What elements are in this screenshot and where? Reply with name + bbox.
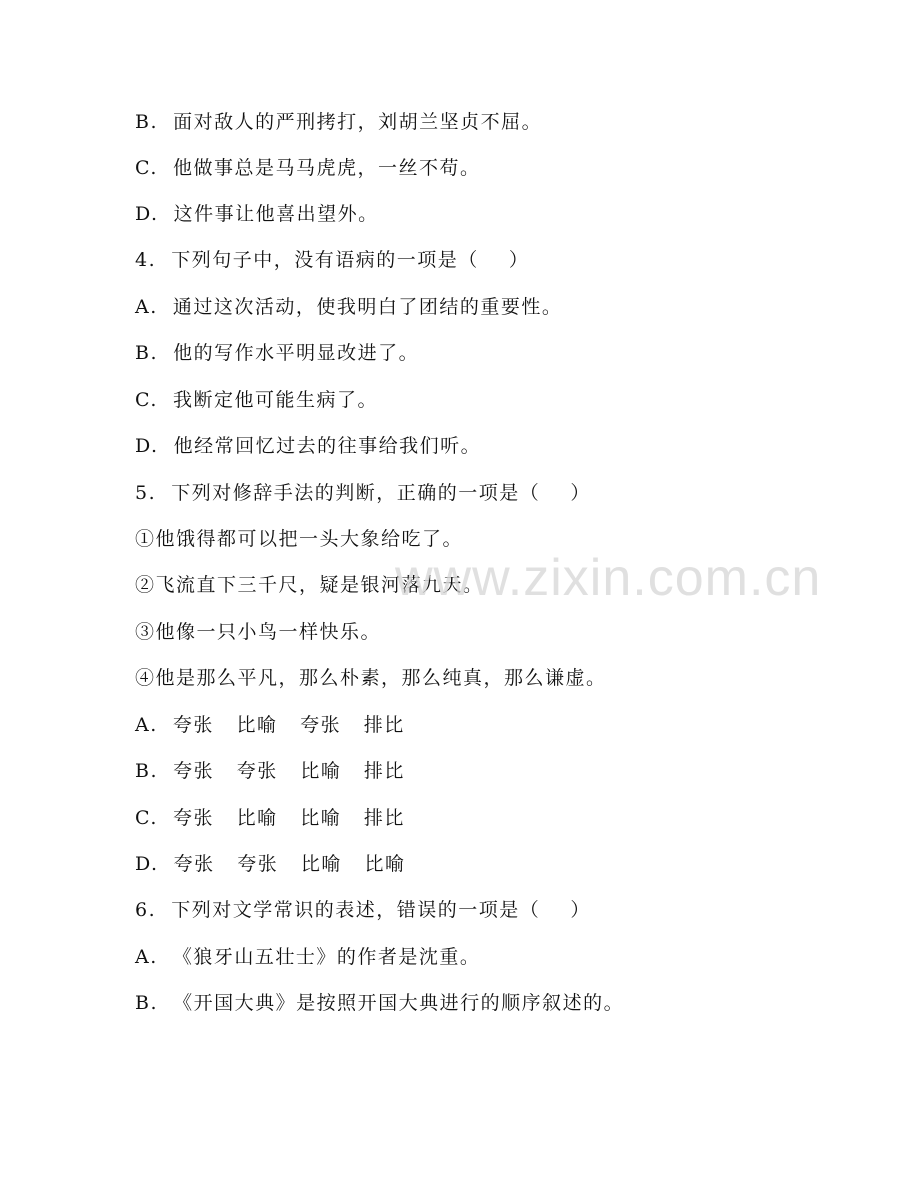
option-line: A. 通过这次活动，使我明白了团结的重要性。 bbox=[135, 296, 563, 318]
watermark: www.zixin.com.cn bbox=[395, 549, 822, 607]
option-line: A. 《狼牙山五壮士》的作者是沈重。 bbox=[135, 946, 481, 968]
option-line: C. 夸张 比喻 比喻 排比 bbox=[135, 807, 405, 829]
question-line: 5. 下列对修辞手法的判断，正确的一项是（ ） bbox=[135, 482, 591, 504]
question-line: 4. 下列句子中，没有语病的一项是（ ） bbox=[135, 249, 530, 271]
option-line: D. 他经常回忆过去的往事给我们听。 bbox=[135, 435, 482, 457]
option-line: B. 他的写作水平明显改进了。 bbox=[135, 342, 420, 364]
option-line: C. 他做事总是马马虎虎，一丝不苟。 bbox=[135, 157, 481, 179]
option-line: C. 我断定他可能生病了。 bbox=[135, 389, 378, 411]
option-line: B. 《开国大典》是按照开国大典进行的顺序叙述的。 bbox=[135, 992, 625, 1014]
option-line: B. 夸张 夸张 比喻 排比 bbox=[135, 760, 405, 782]
option-line: D. 夸张 夸张 比喻 比喻 bbox=[135, 853, 406, 875]
example-sentence: ③他像一只小鸟一样快乐。 bbox=[135, 621, 382, 643]
example-sentence: ①他饿得都可以把一头大象给吃了。 bbox=[135, 528, 464, 550]
example-sentence: ④他是那么平凡，那么朴素，那么纯真，那么谦虚。 bbox=[135, 667, 607, 689]
question-line: 6. 下列对文学常识的表述，错误的一项是（ ） bbox=[135, 899, 591, 921]
option-line: D. 这件事让他喜出望外。 bbox=[135, 203, 379, 225]
option-line: A. 夸张 比喻 夸张 排比 bbox=[135, 714, 405, 736]
option-line: B. 面对敌人的严刑拷打，刘胡兰坚贞不屈。 bbox=[135, 111, 543, 133]
example-sentence: ②飞流直下三千尺，疑是银河落九天。 bbox=[135, 574, 484, 596]
